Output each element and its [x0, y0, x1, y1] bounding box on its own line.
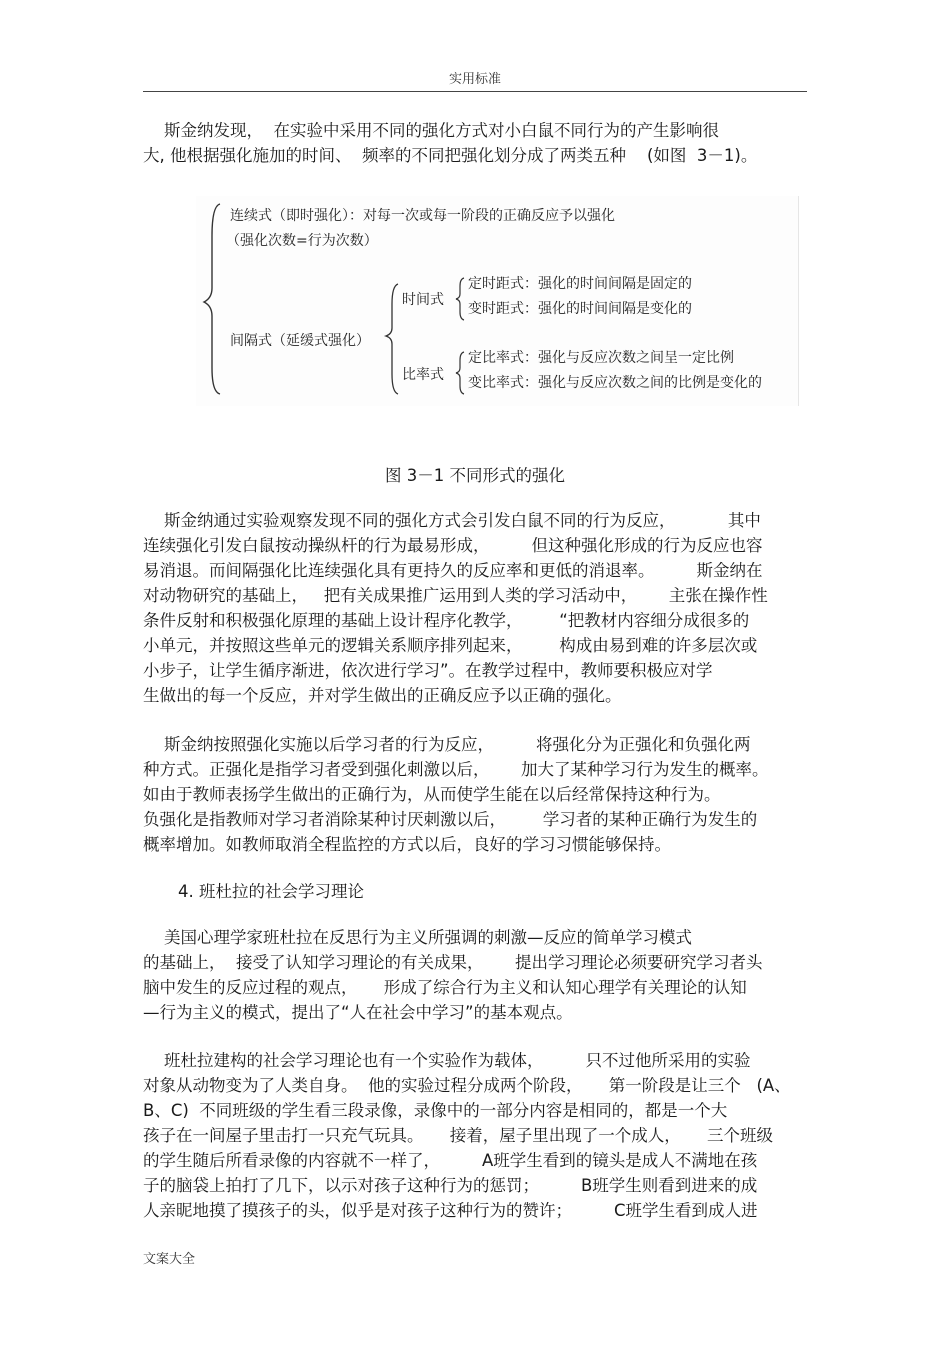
text-line: 大, 他根据强化施加的时间、 频率的不同把强化划分成了两类五种 (如图 3－1)。 — [143, 146, 758, 165]
text-line: 斯金纳通过实验观察发现不同的强化方式会引发白鼠不同的行为反应， 其中 — [143, 511, 761, 530]
continuous-note: （强化次数=行为次数） — [226, 233, 378, 249]
text-line: 的学生随后所看录像的内容就不一样了， A班学生看到的镜头是成人不满地在孩 — [143, 1151, 758, 1170]
reinforcement-diagram — [196, 196, 799, 406]
figure-caption: 图 3－1 不同形式的强化 — [385, 466, 565, 485]
text-line: 美国心理学家班杜拉在反思行为主义所强调的刺激—反应的简单学习模式 — [143, 928, 692, 947]
text-line: 斯金纳发现， 在实验中采用不同的强化方式对小白鼠不同行为的产生影响很 — [143, 121, 719, 140]
ratio-brace — [454, 348, 468, 398]
fixed-interval-label: 定时距式：强化的时间间隔是固定的 — [468, 276, 692, 292]
text-line: 小单元，并按照这些单元的逻辑关系顺序排列起来， 构成由易到难的许多层次或 — [143, 636, 758, 655]
text-line: 斯金纳按照强化实施以后学习者的行为反应， 将强化分为正强化和负强化两 — [143, 735, 751, 754]
page-footer: 文案大全 — [143, 1252, 196, 1267]
paragraph-5 — [143, 1048, 807, 1223]
continuous-label: 连续式（即时强化）：对每一次或每一阶段的正确反应予以强化 — [230, 208, 615, 224]
paragraph-4 — [143, 925, 807, 1025]
interval-brace — [384, 280, 404, 400]
text-line: 人亲昵地摸了摸孩子的头，似乎是对孩子这种行为的赞许； C班学生看到成人进 — [143, 1201, 758, 1220]
text-line: 小步子，让学生循序渐进，依次进行学习”。在教学过程中，教师要积极应对学 — [143, 661, 713, 680]
variable-ratio-label: 变比率式：强化与反应次数之间的比例是变化的 — [468, 375, 762, 391]
text-line: 概率增加。如教师取消全程监控的方式以后，良好的学习习惯能够保持。 — [143, 835, 671, 854]
page-header: 实用标准 — [448, 72, 501, 87]
time-brace — [454, 274, 468, 324]
text-line: 子的脑袋上拍打了几下，以示对孩子这种行为的惩罚； B班学生则看到进来的成 — [143, 1176, 758, 1195]
paragraph-2 — [143, 508, 807, 708]
text-line: 脑中发生的反应过程的观点， 形成了综合行为主义和认知心理学有关理论的认知 — [143, 978, 747, 997]
section-heading: 4. 班杜拉的社会学习理论 — [178, 882, 364, 901]
text-line: 如由于教师表扬学生做出的正确行为，从而使学生能在以后经常保持这种行为。 — [143, 785, 721, 804]
text-line: 对象从动物变为了人类自身。 他的实验过程分成两个阶段， 第一阶段是让三个 (A、 — [143, 1076, 791, 1095]
text-line: 对动物研究的基础上， 把有关成果推广运用到人类的学习活动中， 主张在操作性 — [143, 586, 768, 605]
text-line: 负强化是指教师对学习者消除某种讨厌刺激以后， 学习者的某种正确行为发生的 — [143, 810, 758, 829]
text-line: 易消退。而间隔强化比连续强化具有更持久的反应率和更低的消退率。 斯金纳在 — [143, 561, 763, 580]
text-line: 的基础上， 接受了认知学习理论的有关成果， 提出学习理论必须要研究学习者头 — [143, 953, 763, 972]
text-line: 生做出的每一个反应，并对学生做出的正确反应予以正确的强化。 — [143, 686, 622, 705]
text-line: 班杜拉建构的社会学习理论也有一个实验作为载体， 只不过他所采用的实验 — [143, 1051, 751, 1070]
paragraph-1 — [143, 118, 807, 168]
interval-label: 间隔式（延缓式强化） — [230, 333, 370, 349]
text-line: 种方式。正强化是指学习者受到强化刺激以后， 加大了某种学习行为发生的概率。 — [143, 760, 769, 779]
fixed-ratio-label: 定比率式：强化与反应次数之间呈一定比例 — [468, 350, 734, 366]
text-line: 连续强化引发白鼠按动操纵杆的行为最易形成， 但这种强化形成的行为反应也容 — [143, 536, 763, 555]
text-line: 条件反射和积极强化原理的基础上设计程序化教学， “把教材内容细分成很多的 — [143, 611, 750, 630]
outer-brace — [196, 196, 226, 406]
paragraph-3 — [143, 732, 807, 857]
header-rule — [143, 91, 807, 92]
variable-interval-label: 变时距式：强化的时间间隔是变化的 — [468, 301, 692, 317]
text-line: 孩子在一间屋子里击打一只充气玩具。 接着，屋子里出现了一个成人， 三个班级 — [143, 1126, 773, 1145]
text-line: B、C) 不同班级的学生看三段录像，录像中的一部分内容是相同的，都是一个大 — [143, 1101, 728, 1120]
time-label: 时间式 — [402, 292, 444, 308]
ratio-label: 比率式 — [402, 367, 444, 383]
text-line: —行为主义的模式，提出了“人在社会中学习”的基本观点。 — [143, 1003, 573, 1022]
